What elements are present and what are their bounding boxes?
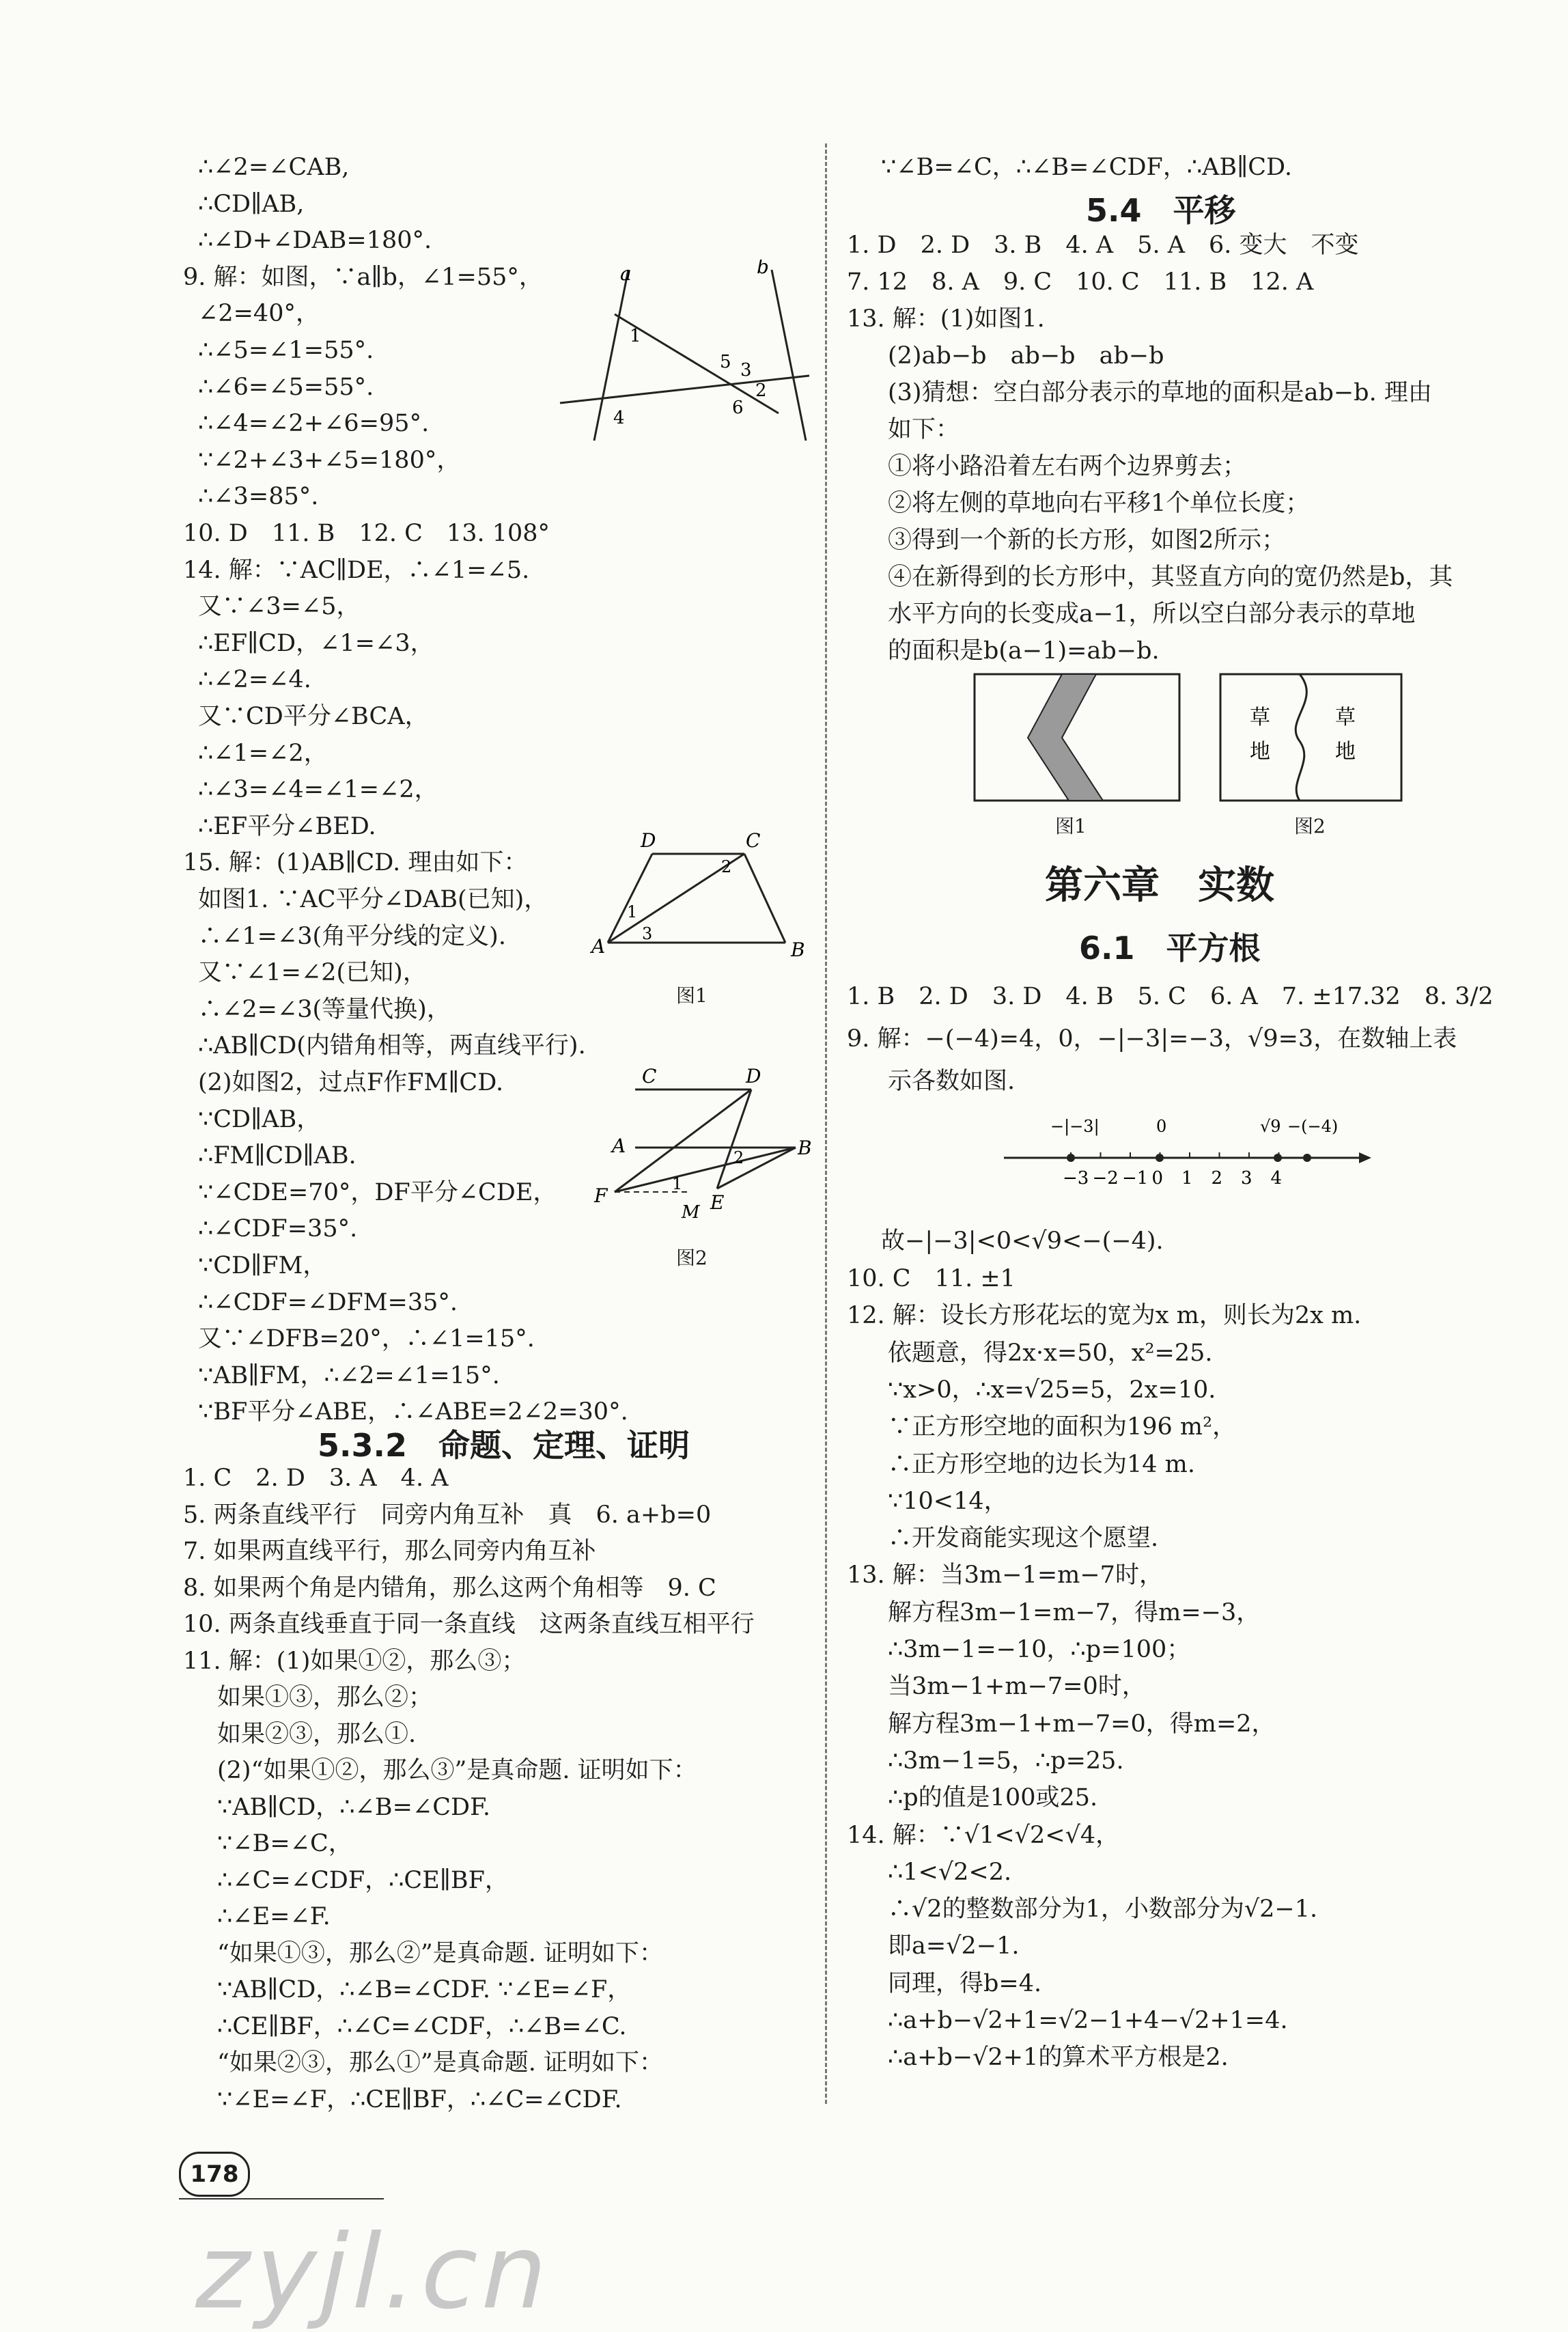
fig13-2-text-2: 地: [1250, 740, 1270, 764]
text-line: ∵∠B=∠C，: [217, 1830, 352, 1857]
text-line: ∠2=40°，: [198, 300, 320, 328]
text-line: 又∵∠3=∠5，: [198, 593, 361, 621]
fig15-2-label-D: D: [746, 1065, 761, 1087]
text-line: 解方程3m−1=m−7，得m=−3，: [888, 1598, 1261, 1626]
text-line: 7. 12 8. A 9. C 10. C 11. B 12. A: [847, 268, 1314, 296]
page-number-rule: [179, 2198, 384, 2199]
text-line: 如图1. ∵AC平分∠DAB(已知)，: [198, 886, 548, 913]
text-line: 解方程3m−1+m−7=0，得m=2，: [888, 1710, 1276, 1738]
section-heading-5-3-2: 5.3.2 命题、定理、证明: [318, 1427, 690, 1464]
fig15-1-label-2: 2: [721, 857, 732, 876]
text-line: 故−|−3|<0<√9<−(−4).: [881, 1227, 1164, 1255]
text-line: ∴3m−1=5，∴p=25.: [888, 1747, 1124, 1775]
text-line: ∴∠3=85°.: [198, 483, 319, 511]
text-line: ∴EF平分∠BED.: [198, 812, 376, 840]
text-line: 9. 解：−(−4)=4，0，−|−3|=−3，√9=3，在数轴上表: [847, 1025, 1457, 1053]
fig15-1-label-B: B: [791, 939, 805, 961]
fig9-label-a: a: [620, 262, 632, 285]
text-line: ∵AB∥CD，∴∠B=∠CDF.: [217, 1793, 491, 1821]
text-line: ∴∠2=∠4.: [198, 666, 311, 694]
text-line: 10. 两条直线垂直于同一条直线 这两条直线互相平行: [183, 1611, 755, 1638]
figure-q9: [546, 260, 813, 444]
text-line: 5. 两条直线平行 同旁内角互补 真 6. a+b=0: [183, 1501, 712, 1529]
axis-top-neg: −(−4): [1287, 1117, 1339, 1136]
text-line: ∴开发商能实现这个愿望.: [888, 1525, 1159, 1553]
text-line: 的面积是b(a−1)=ab−b.: [888, 637, 1160, 665]
text-line: ∵∠2+∠3+∠5=180°，: [198, 446, 461, 474]
fig15-1-label-A: A: [591, 935, 606, 958]
section-heading-5-4: 5.4 平移: [1086, 192, 1236, 229]
text-line: (2)ab−b ab−b ab−b: [888, 342, 1164, 370]
text-line: 15. 解：(1)AB∥CD. 理由如下：: [183, 849, 528, 877]
text-line: 如下：: [888, 416, 960, 443]
text-line: ∴∠4=∠2+∠6=95°.: [198, 410, 430, 438]
text-line: ∴∠6=∠5=55°.: [198, 373, 374, 401]
fig15-2-label-F: F: [594, 1184, 608, 1207]
text-line: 如果①③，那么②；: [217, 1684, 433, 1711]
fig13-1-caption: 图1: [1055, 815, 1087, 837]
text-line: 13. 解：当3m−1=m−7时，: [847, 1561, 1163, 1590]
chapter-heading: 第六章 实数: [1045, 863, 1274, 908]
figure-q15-1: [587, 830, 813, 980]
text-line: 11. 解：(1)如果①②，那么③；: [183, 1647, 526, 1675]
text-line: 同理，得b=4.: [888, 1969, 1042, 1997]
fig9-label-1: 1: [630, 326, 641, 346]
figure-q15-2: [587, 1062, 813, 1226]
text-line: ∴∠E=∠F.: [217, 1903, 331, 1930]
fig13-2-text-4: 地: [1335, 740, 1356, 764]
text-line: 9. 解：如图，∵a∥b，∠1=55°，: [183, 263, 543, 291]
fig9-label-5: 5: [720, 352, 731, 372]
fig15-2-label-M: M: [682, 1202, 700, 1223]
text-line: ∴CD∥AB,: [198, 190, 305, 218]
text-line: ∵∠CDE=70°，DF平分∠CDE，: [198, 1178, 557, 1206]
text-line: ∴∠CDF=35°.: [198, 1215, 358, 1243]
axis-tick-label: −1: [1122, 1168, 1149, 1189]
fig15-2-label-2: 2: [733, 1148, 744, 1167]
fig9-label-6: 6: [732, 398, 744, 418]
text-line: ∴∠1=∠2，: [198, 739, 328, 767]
text-line: 当3m−1+m−7=0时，: [888, 1673, 1146, 1701]
text-line: ∴AB∥CD(内错角相等，两直线平行).: [198, 1032, 586, 1060]
text-line: ∵AB∥CD，∴∠B=∠CDF. ∵∠E=∠F，: [217, 1976, 632, 2003]
fig15-1-label-C: C: [746, 830, 761, 852]
text-line: ∵10<14，: [888, 1487, 1008, 1515]
fig13-2-caption: 图2: [1294, 815, 1326, 837]
text-line: 1. C 2. D 3. A 4. A: [183, 1465, 449, 1492]
text-line: ∴a+b−√2+1的算术平方根是2.: [888, 2044, 1229, 2072]
axis-tick-label: 0: [1151, 1168, 1164, 1189]
fig15-2-caption: 图2: [676, 1247, 708, 1269]
text-line: 13. 解：(1)如图1.: [847, 305, 1045, 333]
section-heading-6-1: 6.1 平方根: [1079, 930, 1261, 967]
fig15-1-label-1: 1: [627, 902, 638, 921]
text-line: ∵CD∥FM，: [198, 1252, 327, 1279]
fig15-1-caption: 图1: [676, 984, 708, 1007]
fig15-2-label-1: 1: [672, 1174, 683, 1193]
text-line: ∵正方形空地的面积为196 m²，: [888, 1413, 1237, 1441]
axis-top-sqrt9: √9: [1260, 1117, 1281, 1136]
text-line: 1. B 2. D 3. D 4. B 5. C 6. A 7. ±17.32 8. 3/2: [847, 983, 1494, 1010]
fig13-2-text-3: 草: [1335, 706, 1356, 730]
column-divider: [825, 143, 827, 2104]
text-line: “如果②③，那么①”是真命题. 证明如下：: [217, 2049, 664, 2077]
text-line: ∴∠5=∠1=55°.: [198, 337, 374, 364]
text-line: ∵∠B=∠C，∴∠B=∠CDF，∴AB∥CD.: [881, 154, 1292, 181]
text-line: ∴∠D+∠DAB=180°.: [198, 227, 432, 255]
axis-tick-label: −3: [1063, 1168, 1089, 1189]
text-line: ∴∠2=∠3(等量代换)，: [198, 995, 451, 1023]
text-line: ∵CD∥AB，: [198, 1105, 321, 1133]
text-line: 即a=√2−1.: [888, 1932, 1020, 1960]
watermark: zyjl.cn: [185, 2213, 565, 2332]
text-line: ∵∠E=∠F，∴CE∥BF，∴∠C=∠CDF.: [217, 2085, 622, 2113]
number-line: [997, 1110, 1380, 1199]
fig9-label-3: 3: [740, 360, 752, 380]
text-line: (2)“如果①②，那么③”是真命题. 证明如下：: [217, 1757, 697, 1784]
text-line: 8. 如果两个角是内错角，那么这两个角相等 9. C: [183, 1574, 716, 1602]
text-line: ∴CE∥BF，∴∠C=∠CDF，∴∠B=∠C.: [217, 2012, 627, 2040]
text-line: ∴√2的整数部分为1，小数部分为√2−1.: [888, 1896, 1318, 1924]
figure-q13-1: [973, 673, 1181, 803]
text-line: 10. C 11. ±1: [847, 1265, 1016, 1292]
text-line: ④在新得到的长方形中，其竖直方向的宽仍然是b，其: [888, 564, 1453, 591]
text-line: ①将小路沿着左右两个边界剪去；: [888, 453, 1247, 480]
text-line: ∴FM∥CD∥AB.: [198, 1142, 356, 1170]
fig15-2-label-C: C: [642, 1065, 657, 1087]
text-line: ∴3m−1=−10，∴p=100；: [888, 1636, 1191, 1663]
text-line: ∴∠1=∠3(角平分线的定义).: [198, 922, 506, 950]
text-line: ③得到一个新的长方形，如图2所示；: [888, 527, 1286, 554]
fig15-2-label-B: B: [798, 1137, 812, 1159]
text-line: 示各数如图.: [888, 1068, 1016, 1095]
figure-q13-2: [1219, 673, 1403, 803]
axis-tick-label: 3: [1241, 1168, 1252, 1189]
fig9-label-b: b: [757, 260, 769, 278]
text-line: ∴∠CDF=∠DFM=35°.: [198, 1288, 458, 1316]
text-line: 14. 解：∵AC∥DE，∴∠1=∠5.: [183, 556, 530, 584]
fig15-2-label-E: E: [710, 1191, 725, 1214]
text-line: ∴EF∥CD，∠1=∠3，: [198, 629, 434, 657]
text-line: 如果②③，那么①.: [217, 1720, 417, 1748]
text-line: ∵x>0，∴x=√25=5，2x=10.: [888, 1376, 1216, 1404]
fig15-1-label-D: D: [641, 830, 656, 852]
text-line: (2)如图2，过点F作FM∥CD.: [198, 1069, 504, 1096]
text-line: 10. D 11. B 12. C 13. 108°: [183, 520, 550, 547]
text-line: 又∵∠1=∠2(已知)，: [198, 959, 427, 987]
fig9-label-2: 2: [755, 380, 767, 401]
text-line: ∵BF平分∠ABE，∴∠ABE=2∠2=30°.: [198, 1398, 628, 1426]
axis-tick-label: 4: [1270, 1168, 1283, 1189]
axis-tick-label: 2: [1211, 1168, 1223, 1189]
text-line: ∴∠2=∠CAB,: [198, 154, 350, 181]
fig15-1-label-3: 3: [642, 924, 653, 943]
text-line: ∴正方形空地的边长为14 m.: [888, 1450, 1195, 1478]
text-line: 水平方向的长变成a−1，所以空白部分表示的草地: [888, 600, 1416, 628]
text-line: ②将左侧的草地向右平移1个单位长度；: [888, 490, 1310, 517]
fig15-2-label-A: A: [612, 1135, 626, 1157]
text-line: 7. 如果两直线平行，那么同旁内角互补: [183, 1538, 596, 1565]
axis-tick-label: −2: [1092, 1168, 1119, 1189]
text-line: ∴1<√2<2.: [888, 1858, 1012, 1886]
text-line: ∴∠3=∠4=∠1=∠2，: [198, 776, 438, 804]
text-line: 又∵∠DFB=20°，∴∠1=15°.: [198, 1325, 535, 1353]
axis-top-abs: −|−3|: [1050, 1117, 1100, 1136]
text-line: ∴p的值是100或25.: [888, 1784, 1098, 1812]
text-line: ∵AB∥FM，∴∠2=∠1=15°.: [198, 1361, 500, 1389]
text-line: “如果①③，那么②”是真命题. 证明如下：: [217, 1939, 664, 1967]
fig13-2-text-1: 草: [1250, 706, 1270, 730]
axis-tick-label: 1: [1181, 1168, 1193, 1189]
fig9-label-4: 4: [613, 408, 625, 428]
text-line: 14. 解：∵√1<√2<√4，: [847, 1821, 1120, 1849]
text-line: (3)猜想：空白部分表示的草地的面积是ab−b. 理由: [888, 379, 1432, 406]
text-line: ∴a+b−√2+1=√2−1+4−√2+1=4.: [888, 2007, 1288, 2034]
text-line: 1. D 2. D 3. B 4. A 5. A 6. 变大 不变: [847, 232, 1359, 259]
text-line: 依题意，得2x·x=50，x²=25.: [888, 1339, 1213, 1367]
page-number: 178: [179, 2152, 250, 2197]
text-line: 12. 解：设长方形花坛的宽为x m，则长为2x m.: [847, 1302, 1362, 1330]
text-line: 又∵CD平分∠BCA，: [198, 703, 429, 730]
axis-top-zero: 0: [1156, 1117, 1167, 1136]
text-line: ∴∠C=∠CDF，∴CE∥BF，: [217, 1866, 509, 1894]
